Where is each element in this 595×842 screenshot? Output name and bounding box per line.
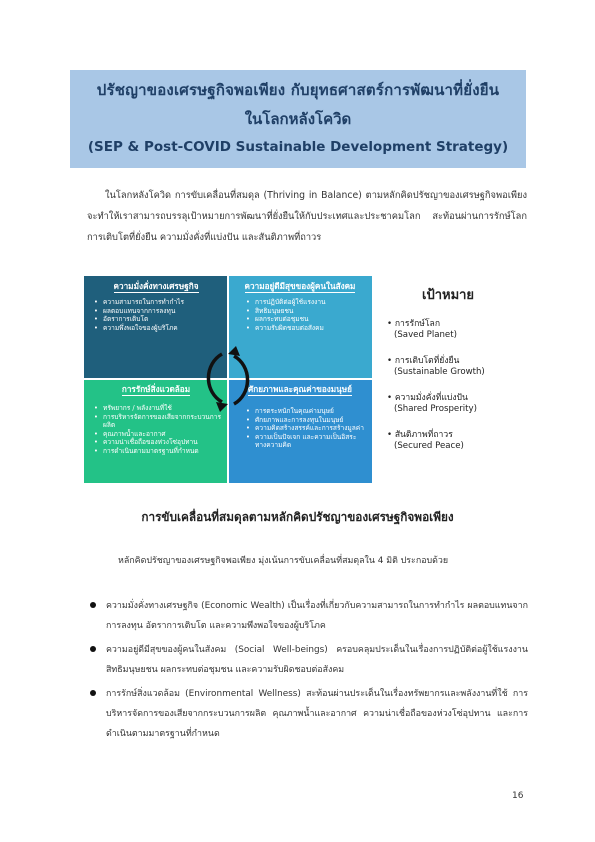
- goal-item: • การรักษ์โลก (Saved Planet): [387, 316, 527, 340]
- list-item: • ความน่าเชื่อถือของห่วงโซ่อุปทาน: [94, 438, 222, 447]
- bullet-text: ความอยู่ดีมีสุขของผู้คนในสังคม (Social Well-beings) ครอบคลุมประเด็นในเรื่องการปฏิบัติต่อผู้ใช้แรงงาน สิทธิมนุษยชน ผลกระทบต่อชุมชน และความรับผิดชอบต่อสังคม: [106, 645, 528, 675]
- page-number: 16: [512, 791, 524, 801]
- quadrant-heading: ความอยู่ดีมีสุขของผู้คนในสังคม: [244, 281, 356, 291]
- goal-item: • ความมั่งคั่งที่แบ่งปัน (Shared Prosperity): [387, 390, 527, 414]
- quadrant-list: [94, 298, 222, 332]
- list-item: • อัตราการเติบโต: [94, 315, 222, 324]
- cycle-arrows-icon: [198, 344, 258, 414]
- list-item: • ผลกระทบต่อชุมชน: [246, 315, 366, 324]
- list-item: • ความรับผิดชอบต่อสังคม: [246, 324, 366, 333]
- list-item: • การบริหารจัดการของเสียจากกระบวนการผลิต: [94, 413, 222, 430]
- list-item: • ความสามารถในการทำกำไร: [94, 298, 222, 307]
- quadrant-list: [246, 407, 366, 450]
- goals-list: [387, 316, 527, 464]
- goal-th: ความมั่งคั่งที่แบ่งปัน: [394, 393, 468, 403]
- goals-title: เป้าหมาย: [422, 288, 475, 303]
- goal-en: (Secured Peace): [394, 441, 464, 451]
- goal-en: (Sustainable Growth): [394, 367, 485, 377]
- bullet-dot-icon: [90, 602, 96, 608]
- bullet-text: การรักษ์สิ่งแวดล้อม (Environmental Wellness) สะท้อนผ่านประเด็นในเรื่องทรัพยากรและพลังงานที่ใช้ การบริหารจัดการของเสียจากกระบวนการผลิต คุณภาพน้ำและอากาศ ความน่าเชื่อถือของห่วงโซ่อุปทาน และการดำเนินตามมาตรฐานที่กำหนด: [106, 689, 528, 739]
- list-item: • ความคิดสร้างสรรค์และการสร้างมูลค่า: [246, 424, 366, 433]
- bullet-item: [90, 640, 528, 680]
- quadrant-heading: การรักษ์สิ่งแวดล้อม: [121, 384, 191, 394]
- bullet-dot-icon: [90, 646, 96, 652]
- list-item: • ความพึ่งพอใจของผู้บริโภค: [94, 324, 222, 333]
- quadrant-list: [246, 298, 366, 332]
- list-item: • การปฏิบัติต่อผู้ใช้แรงงาน: [246, 298, 366, 307]
- goal-item: • สันติภาพที่ถาวร (Secured Peace): [387, 427, 527, 451]
- bullet-text: ความมั่งคั่งทางเศรษฐกิจ (Economic Wealth) เป็นเรื่องที่เกี่ยวกับความสามารถในการทำกำไร ผลตอบแทนจากการลงทุน อัตราการเติบโต และความพึงพอใจของผู้บริโภค: [106, 601, 528, 631]
- list-item: • สิทธิมนุษยชน: [246, 307, 366, 316]
- list-item: • ความเป็นปัจเจก และความเป็นอิสระทางความคิด: [246, 433, 366, 450]
- section-bullets: [90, 596, 528, 748]
- list-item: • ทรัพยากร / พลังงานที่ใช้: [94, 404, 222, 413]
- goal-item: • การเติบโตที่ยั่งยืน (Sustainable Growth): [387, 353, 527, 377]
- title-line-2: ในโลกหลังโควิด: [244, 110, 352, 128]
- title-line-3: (SEP & Post-COVID Sustainable Development Strategy): [87, 139, 509, 155]
- list-item: • ผลตอบแทนจากการลงทุน: [94, 307, 222, 316]
- title-line-1: ปรัชญาของเศรษฐกิจพอเพียง กับยุทธศาสตร์การพัฒนาที่ยั่งยืน: [96, 81, 500, 99]
- list-item: • ศักยภาพและการลงทุนในมนุษย์: [246, 416, 366, 425]
- bullet-dot-icon: [90, 690, 96, 696]
- bullet-item: [90, 684, 528, 744]
- goal-en: (Saved Planet): [394, 330, 457, 340]
- intro-paragraph: [87, 185, 527, 248]
- goal-th: การรักษ์โลก: [394, 319, 441, 329]
- list-item: • คุณภาพน้ำและอากาศ: [94, 430, 222, 439]
- section-title: การขับเคลื่อนที่สมดุลตามหลักคิดปรัชญาของเศรษฐกิจพอเพียง: [141, 510, 454, 524]
- list-item: • การตระหนักในคุณค่ามนุษย์: [246, 407, 366, 416]
- list-item: • การดำเนินตามมาตรฐานที่กำหนด: [94, 447, 222, 456]
- goal-en: (Shared Prosperity): [394, 404, 477, 414]
- goal-th: สันติภาพที่ถาวร: [394, 430, 453, 440]
- intro-text: ในโลกหลังโควิด การขับเคลื่อนที่สมดุล (Thriving in Balance) ตามหลักคิดปรัชญาของเศรษฐกิจพอเพียง จะทำให้เราสามารถบรรลุเป้าหมายการพัฒนาที่ยั่งยืนให้กับประเทศและประชาคมโลก สะท้อนผ่านการรักษ์โลก การเติบโตที่ยั่งยืน ความมั่งคั่งที่แบ่งปัน และสันติภาพที่ถาวร: [87, 190, 527, 243]
- bullet-item: [90, 596, 528, 636]
- quadrant-heading: ความมั่งคั่งทางเศรษฐกิจ: [113, 281, 199, 291]
- section-intro: หลักคิดปรัชญาของเศรษฐกิจพอเพียง มุ่งเน้นการขับเคลื่อนที่สมดุลใน 4 มิติ ประกอบด้วย: [118, 556, 449, 566]
- quadrant-heading: ศักยภาพและคุณค่าของมนุษย์: [248, 384, 352, 394]
- goal-th: การเติบโตที่ยั่งยืน: [394, 356, 460, 366]
- title-box: [70, 70, 526, 168]
